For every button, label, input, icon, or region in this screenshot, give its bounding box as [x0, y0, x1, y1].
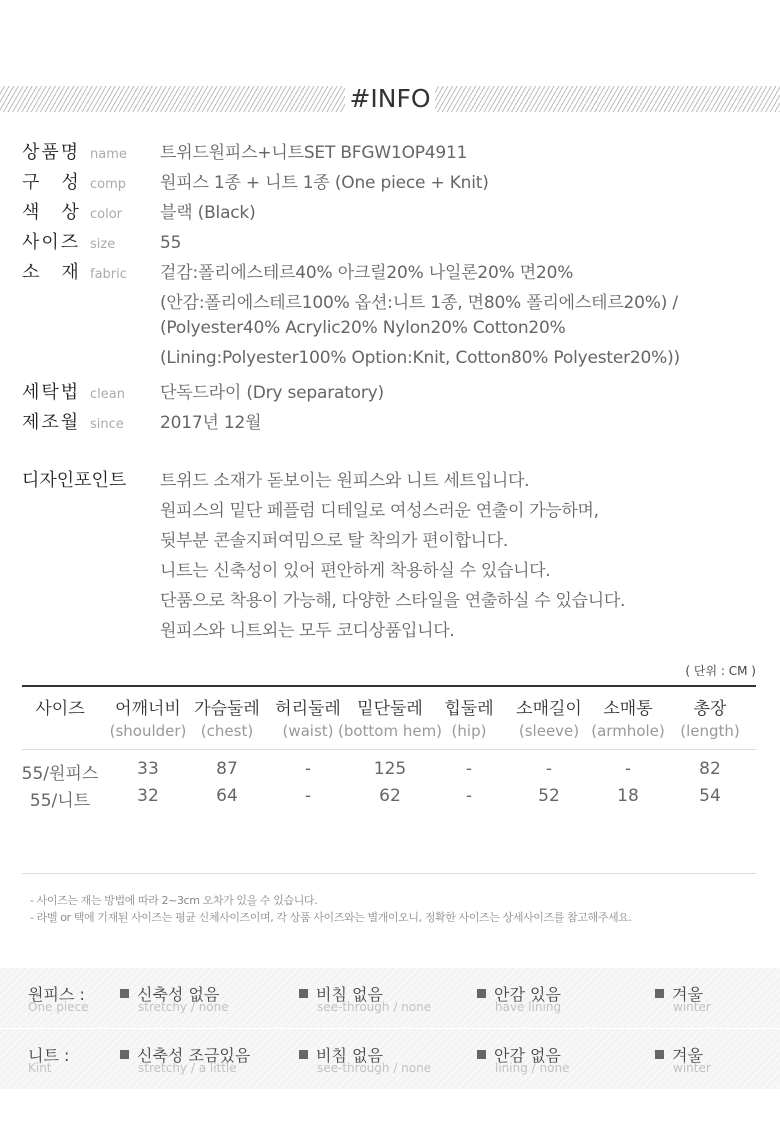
table-cell: 54 [699, 786, 721, 806]
spec-label-en: clean [90, 387, 125, 402]
spec-value-continued: (Polyester40% Acrylic20% Nylon20% Cotton20% [160, 318, 566, 338]
table-cell: - [304, 759, 312, 779]
feature-item-label: 겨울 [672, 1046, 703, 1065]
design-point-lines [160, 466, 625, 646]
spec-label: 소 재 [22, 262, 81, 283]
spec-value: 2017년 12월 [160, 413, 262, 433]
table-header-en: (chest) [200, 722, 254, 740]
table-cell: 64 [216, 786, 238, 806]
spec-label: 사이즈 [22, 232, 81, 253]
spec-label: 구 성 [22, 172, 81, 193]
bullet-square-icon [120, 989, 129, 998]
feature-product-name-en: Kint [28, 1061, 52, 1075]
table-cell: - [304, 786, 312, 806]
table-header: 어깨너비 [115, 699, 181, 719]
feature-item-label: 신축성 없음 [137, 985, 220, 1004]
spec-row-color [22, 198, 772, 228]
info-title-text: #INFO [345, 84, 434, 113]
feature-item-label: 비침 없음 [316, 985, 383, 1004]
feature-item-en: have lining [495, 1000, 562, 1014]
bullet-square-icon [477, 1050, 486, 1059]
spec-label-en: fabric [90, 267, 127, 282]
table-header: 소매통 [603, 699, 653, 719]
table-header: 힙둘레 [444, 699, 494, 719]
table-cell: 82 [699, 759, 721, 779]
table-header-divider [22, 749, 756, 750]
bullet-square-icon [299, 989, 308, 998]
table-cell: - [465, 786, 473, 806]
table-cell: - [624, 759, 632, 779]
design-point-label: 디자인포인트 [22, 470, 127, 491]
table-cell: 55/원피스 [21, 764, 99, 784]
spec-row-clean [22, 378, 772, 408]
feature-item-en: lining / none [495, 1061, 570, 1075]
feature-item-label: 안감 없음 [494, 1046, 561, 1065]
spec-row-comp [22, 168, 772, 198]
table-header-en: (length) [680, 722, 740, 740]
feature-product-name: 원피스 : [28, 985, 85, 1004]
info-title [0, 84, 780, 113]
feature-item-label: 비침 없음 [316, 1046, 383, 1065]
table-header: 사이즈 [35, 699, 85, 719]
table-cell: 18 [617, 786, 639, 806]
spec-row-name [22, 138, 772, 168]
spec-row-size [22, 228, 772, 258]
spec-label-en: comp [90, 177, 127, 192]
size-unit-label: ( 단위 : CM ) [685, 664, 756, 678]
spec-label-en: color [90, 207, 123, 222]
feature-item-label: 신축성 조금있음 [137, 1046, 251, 1065]
feature-item-en: stretchy / none [138, 1000, 229, 1014]
table-header-en: (shoulder) [109, 722, 187, 740]
table-header: 밑단둘레 [357, 699, 423, 719]
spec-value-continued: (Lining:Polyester100% Option:Knit, Cotton80% Polyester20%)) [160, 348, 680, 368]
spec-label: 제조월 [22, 412, 81, 433]
size-note: - 라벨 or 택에 기재된 사이즈는 평균 신체사이즈이며, 각 상품 사이즈와는 별개이오니, 정확한 사이즈는 상세사이즈를 참고해주세요. [30, 911, 632, 924]
spec-label: 색 상 [22, 202, 81, 223]
table-header-en: (waist) [282, 722, 334, 740]
table-cell: 52 [538, 786, 560, 806]
table-cell: 55/니트 [29, 791, 91, 811]
table-header: 소매길이 [516, 699, 582, 719]
bullet-square-icon [655, 1050, 664, 1059]
spec-value: 블랙 (Black) [160, 203, 256, 223]
bullet-square-icon [299, 1050, 308, 1059]
spec-value: 55 [160, 233, 182, 253]
feature-product-name-en: One piece [28, 1000, 89, 1014]
design-point-line: 니트는 신축성이 있어 편안하게 착용하실 수 있습니다. [160, 561, 551, 581]
spec-row-fabric [22, 258, 772, 288]
feature-item-en: winter [673, 1061, 711, 1075]
feature-item-en: see-through / none [317, 1000, 432, 1014]
table-header: 가슴둘레 [194, 699, 260, 719]
feature-item-en: see-through / none [317, 1061, 432, 1075]
design-point-line: 원피스의 밑단 페플럼 디테일로 여성스러운 연출이 가능하며, [160, 501, 599, 521]
design-point-line: 원피스와 니트외는 모두 코디상품입니다. [160, 621, 455, 641]
design-point-line: 뒷부분 콘솔지퍼여밈으로 탈 착의가 편이합니다. [160, 531, 508, 551]
table-top-rule [22, 685, 756, 687]
spec-label: 상품명 [22, 142, 81, 163]
feature-product-name: 니트 : [28, 1046, 70, 1065]
table-cell: 87 [216, 759, 238, 779]
spec-row-since [22, 408, 772, 438]
spec-label-en: since [90, 417, 124, 432]
product-spec-list [22, 138, 772, 438]
design-point-line: 단품으로 착용이 가능해, 다양한 스타일을 연출하실 수 있습니다. [160, 591, 626, 611]
spec-value-continued: (안감:폴리에스테르100% 옵션:니트 1종, 면80% 폴리에스테르20%) / [160, 293, 678, 313]
feature-item-label: 안감 있음 [494, 985, 561, 1004]
table-cell: - [545, 759, 553, 779]
feature-item-en: winter [673, 1000, 711, 1014]
spec-label-en: name [90, 147, 127, 162]
size-notes [30, 892, 632, 926]
table-header-en: (bottom hem) [337, 722, 443, 740]
size-note: - 사이즈는 재는 방법에 따라 2~3cm 오차가 있을 수 있습니다. [30, 894, 318, 907]
bullet-square-icon [655, 989, 664, 998]
table-header: 허리둘레 [275, 699, 341, 719]
table-cell: 125 [373, 759, 407, 779]
spec-value: 트위드원피스+니트SET BFGW1OP4911 [160, 143, 468, 163]
spec-value: 겉감:폴리에스테르40% 아크릴20% 나일론20% 면20% [160, 263, 574, 283]
table-header: 총장 [693, 699, 727, 719]
feature-item-en: stretchy / a little [138, 1061, 237, 1075]
feature-item-label: 겨울 [672, 985, 703, 1004]
spec-value: 단독드라이 (Dry separatory) [160, 383, 384, 403]
table-header-en: (armhole) [591, 722, 665, 740]
bullet-square-icon [477, 989, 486, 998]
spec-label: 세탁법 [22, 382, 81, 403]
table-header-en: (sleeve) [518, 722, 580, 740]
table-cell: 62 [379, 786, 401, 806]
design-point-line: 트위드 소재가 돋보이는 원피스와 니트 세트입니다. [160, 471, 530, 491]
table-header-en: (hip) [451, 722, 487, 740]
spec-value: 원피스 1종 + 니트 1종 (One piece + Knit) [160, 173, 489, 193]
table-cell: 32 [137, 786, 159, 806]
table-bottom-rule [22, 873, 756, 874]
table-cell: - [465, 759, 473, 779]
spec-label-en: size [90, 237, 116, 252]
table-cell: 33 [137, 759, 159, 779]
bullet-square-icon [120, 1050, 129, 1059]
